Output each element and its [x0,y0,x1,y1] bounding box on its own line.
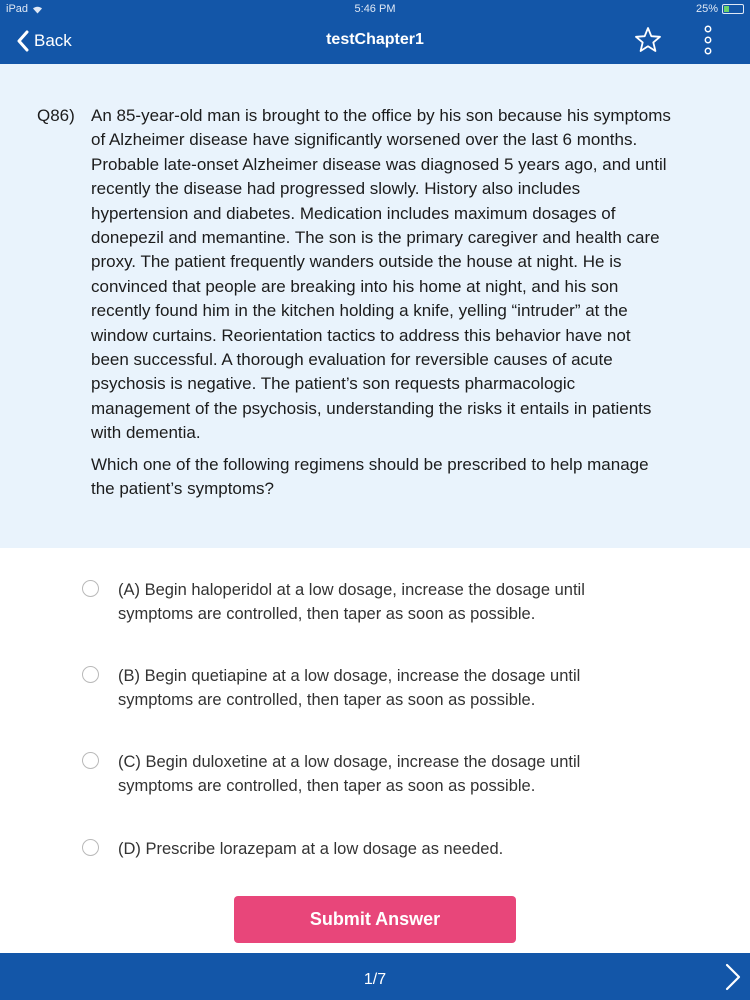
header-bar [0,0,750,64]
carrier-label: iPad [6,3,29,15]
battery-percent: 25% [695,3,718,15]
status-battery [696,3,744,15]
battery-icon [722,4,744,14]
radio-icon[interactable] [82,752,99,769]
page-title: testChapter1 [326,31,424,48]
page-indicator: 1/7 [363,971,387,988]
radio-icon[interactable] [82,839,99,856]
question-stem: An 85-year-old man is brought to the office by his son because his symptoms of Alzheimer disease have significantly worsened over the last 6 months. Probable late-onset Alzheimer disease was diagnosed 5 years ago, and until recently the disease had progressed slowly. History also includes hypertension and diabetes. Medication includes maximum dosages of donepezil and memantine. The son is the primary caregiver and health care proxy. The patient frequently wanders outside the house at night. He is convinced that people are breaking into his home at night, and his son recently found him in the kitchen holding a knife, yelling “intruder” at the window curtains. Reorientation tactics to address this behavior have not been successful. A thorough evaluation for reversible causes of acute psychosis is negative. The patient’s son requests pharmacologic management of the psychosis, understanding the risks it entails in patients with dementia. [91,106,671,443]
status-time: 5:46 PM [354,3,396,15]
answer-option-label: (C) Begin duloxetine at a low dosage, increase the dosage until symptoms are controlled, then taper as soon as possible. [118,753,581,796]
radio-icon[interactable] [82,666,99,683]
more-vertical-icon[interactable] [700,22,716,58]
radio-icon[interactable] [82,580,99,597]
back-label: Back [34,31,72,50]
submit-answer-button[interactable]: Submit Answer [234,896,516,943]
chevron-right-icon[interactable] [722,962,744,992]
footer-bar [0,953,750,1000]
answer-option-label: (A) Begin haloperidol at a low dosage, increase the dosage until symptoms are controlled, then taper as soon as possible. [118,581,585,624]
answer-option-label: (B) Begin quetiapine at a low dosage, increase the dosage until symptoms are controlled, then taper as soon as possible. [118,667,581,710]
question-panel [0,64,750,548]
question-prompt: Which one of the following regimens should be prescribed to help manage the patient’s symptoms? [91,455,649,499]
answer-option-label: (D) Prescribe lorazepam at a low dosage as needed. [118,840,504,858]
star-icon[interactable] [634,26,662,54]
question-number: Q86) [37,106,75,125]
status-bar [0,0,750,20]
